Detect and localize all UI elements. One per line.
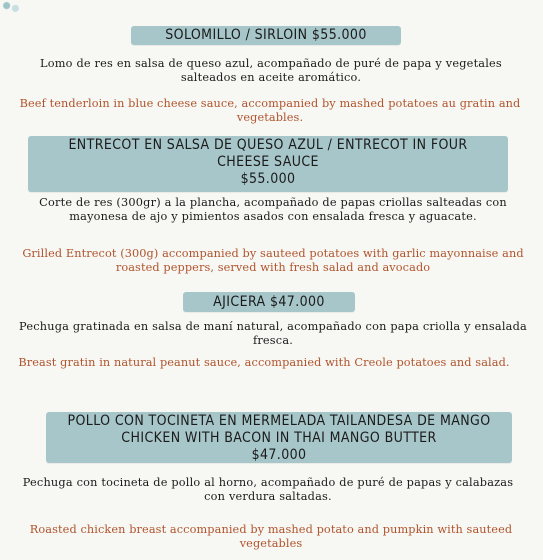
- dish-title-banner-entrecot: [28, 136, 508, 192]
- dish-title-line: SOLOMILLO / SIRLOIN $55.000: [165, 27, 367, 43]
- dish-title-banner-ajicera: [183, 292, 355, 312]
- dish-description-en: Grilled Entrecot (300g) accompanied by sauteed potatoes with garlic mayonnaise and roasted peppers, served with fresh salad and avocado: [22, 247, 524, 274]
- dish-title-banner-pollo: [46, 412, 512, 463]
- dish-title-line: POLLO CON TOCINETA EN MERMELADA TAILANDESA DE MANGO: [67, 413, 491, 429]
- dish-description-en: Roasted chicken breast accompanied by mashed potato and pumpkin with sauteed vegetables: [29, 523, 513, 550]
- dish-description-en: Breast gratin in natural peanut sauce, accompanied with Creole potatoes and salad.: [18, 356, 510, 369]
- dish-description-en: Beef tenderloin in blue cheese sauce, accompanied by mashed potatoes au gratin and vegetables.: [19, 97, 521, 124]
- dish-title-line: AJICERA $47.000: [213, 294, 325, 310]
- dish-title-line: ENTRECOT EN SALSA DE QUESO AZUL / ENTRECOT IN FOUR: [68, 137, 468, 153]
- corner-decoration: [0, 0, 22, 14]
- dish-description-es: Corte de res (300gr) a la plancha, acompañado de papas criollas salteadas con mayonesa de ajo y pimientos asados con ensalada fresca y aguacate.: [39, 196, 507, 223]
- dish-title-line: CHICKEN WITH BACON IN THAI MANGO BUTTER: [121, 430, 437, 446]
- dish-price: $55.000: [240, 171, 296, 187]
- dish-description-es: Pechuga gratinada en salsa de maní natural, acompañado con papa criolla y ensalada fresca.: [19, 320, 527, 347]
- dish-price: $47.000: [251, 447, 307, 463]
- dish-description-es: Lomo de res en salsa de queso azul, acompañado de puré de papa y vegetales salteados en aceite aromático.: [40, 57, 502, 84]
- dish-title-line: CHEESE SAUCE: [217, 154, 319, 170]
- dish-title-banner-solomillo: [131, 26, 401, 45]
- dish-description-es: Pechuga con tocineta de pollo al horno, acompañado de puré de papas y calabazas con verdura saltadas.: [22, 476, 514, 503]
